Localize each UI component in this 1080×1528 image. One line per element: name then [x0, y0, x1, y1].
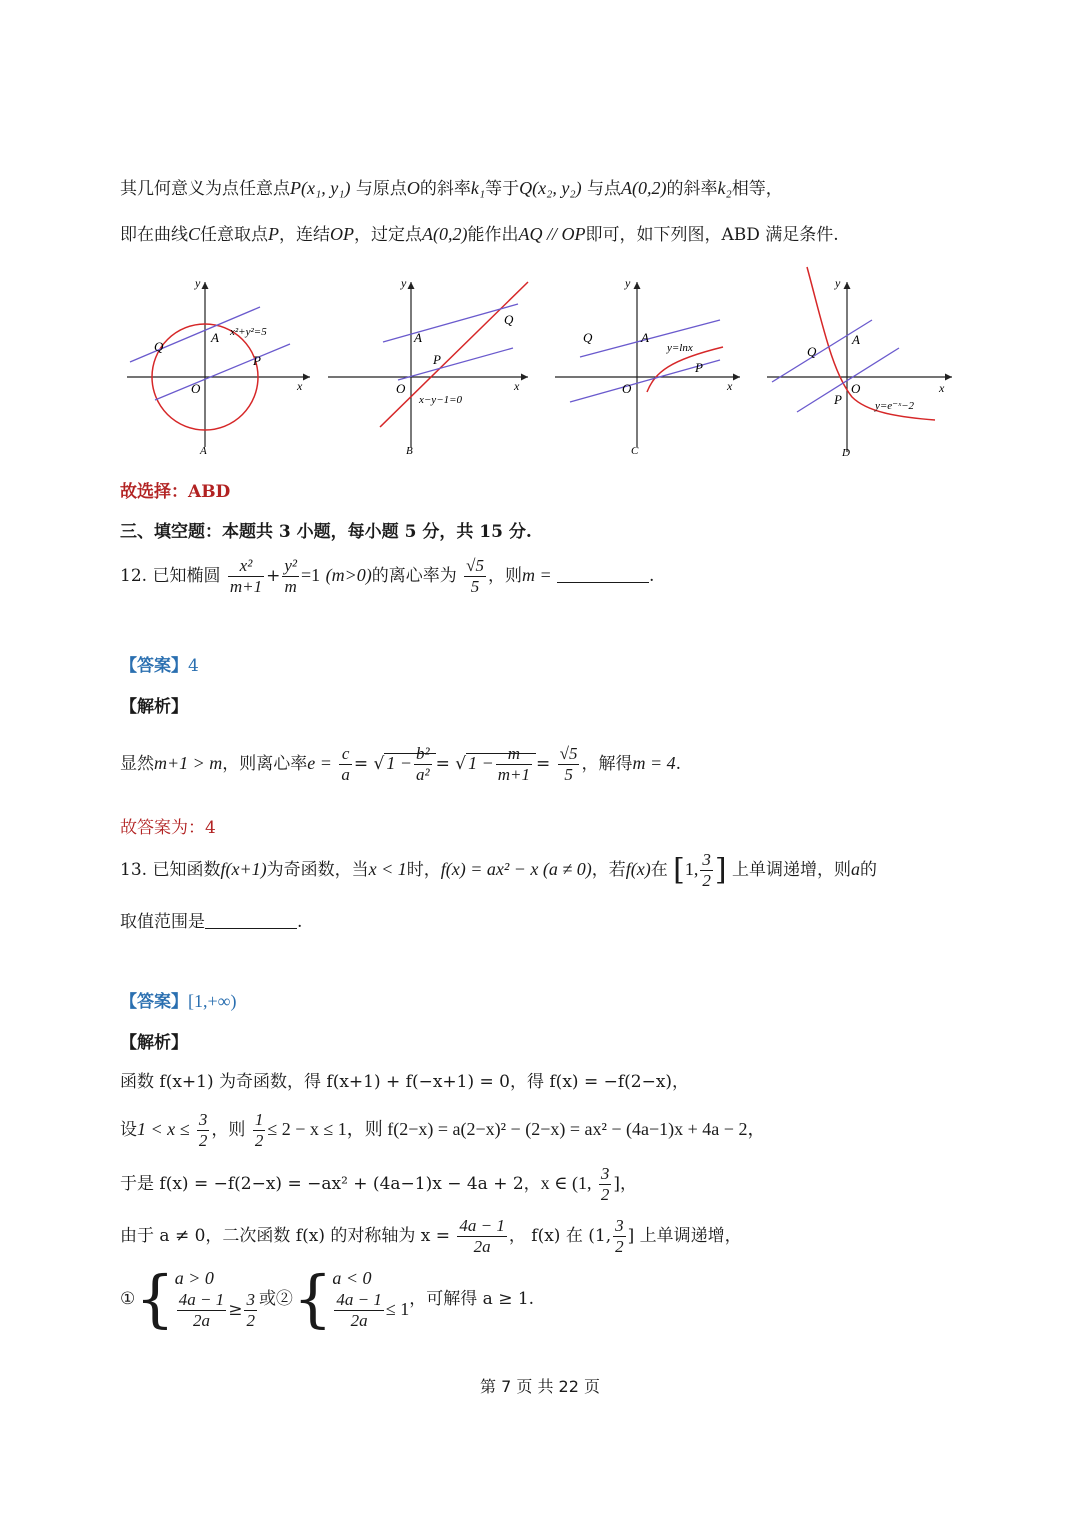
- answer-12: 【答案】4: [120, 656, 199, 676]
- intro-line-2: 即在曲线C任意取点P，连结OP，过定点A(0,2)能作出AQ // OP即可，如下列图，ABD 满足条件.: [120, 224, 839, 245]
- svg-text:x: x: [297, 379, 303, 393]
- solution-12: 显然m+1 > m，则离心率e = $\frac{c}{a}$ = √ 1 − $\frac{\text{b²}}{\text{a²}}$ = √ 1 − $\frac{m}{m+1}$ = $\frac{√5}{5}$ ，解得m = 4.: [120, 744, 682, 784]
- analysis-label-13: 【解析】: [120, 1033, 188, 1053]
- graph-c: [555, 276, 740, 457]
- svg-text:D: D: [842, 447, 850, 459]
- svg-text:y: y: [625, 276, 631, 290]
- svg-text:A: A: [852, 332, 860, 347]
- frac-y2: $\frac{\text{y²}}{m}$: [284, 556, 298, 596]
- exp-curve: [807, 267, 935, 420]
- line-aq: [383, 304, 518, 342]
- svg-text:O: O: [191, 381, 201, 396]
- svg-text:y=lnx: y=lnx: [667, 342, 693, 354]
- svg-text:P: P: [253, 353, 261, 368]
- solution-13-line2: 设1 < x ≤ $\frac{3}{2}$ ，则 $\frac{1}{2}$ ≤ 2 − x ≤ 1，则 f(2−x) = a(2−x)² − (2−x) = ax² − (4a−1)x + 4a − 2，: [120, 1110, 766, 1150]
- graph-b: [328, 276, 528, 457]
- question-13-line2: 取值范围是 .: [120, 912, 303, 932]
- svg-text:P: P: [834, 392, 842, 407]
- analysis-label-12: 【解析】: [120, 697, 188, 717]
- svg-text:x: x: [727, 379, 733, 393]
- svg-text:x²+y²=5: x²+y²=5: [230, 326, 267, 338]
- select-answer: 故选择：ABD: [120, 482, 231, 502]
- frac-sqrt5: $\frac{√5}{5}$: [466, 556, 484, 596]
- graph-a: [127, 276, 310, 457]
- question-13: 13. 已知函数f(x+1)为奇函数，当x < 1时，f(x) = ax² − x (a ≠ 0)，若f(x)在 [1, $\frac{3}{2}$ ] 上单调递增，则a的: [120, 850, 877, 890]
- graph-d: [767, 267, 952, 459]
- solution-13-cases: ①{ a > 0 $\frac{4a - 1}{2a}$ ≥ $\frac{3}{2}$ 或②{ a < 0 $\frac{4a - 1}{2a}$ ≤ 1 ，可解得 a ≥ 1.: [120, 1262, 535, 1336]
- answer-blank-13[interactable]: [205, 912, 297, 929]
- intro-line-1: 其几何意义为点任意点P(x₁, y₁) 与原点O的斜率k₁等于Q(x₂, y₂) 与点A(0,2)的斜率k₂相等，: [120, 178, 783, 199]
- svg-text:A: A: [641, 330, 649, 345]
- question-12: 12. 已知椭圆 $\frac{\text{x²}}{m+1}$ + $\frac{\text{y²}}{m}$ =1 (m>0)的离心率为 $\frac{√5}{5}$ ，则m = .: [120, 556, 655, 596]
- svg-text:y: y: [195, 276, 201, 290]
- svg-text:P: P: [433, 352, 441, 367]
- svg-text:x: x: [514, 379, 520, 393]
- svg-text:C: C: [631, 445, 639, 457]
- svg-text:y: y: [401, 276, 407, 290]
- svg-text:A: A: [211, 330, 219, 345]
- svg-text:x−y−1=0: x−y−1=0: [419, 394, 463, 406]
- line-op: [155, 344, 290, 400]
- svg-text:x: x: [939, 381, 945, 395]
- svg-text:A: A: [414, 330, 422, 345]
- svg-text:Q: Q: [154, 339, 164, 354]
- final-answer-12: 故答案为：4: [120, 818, 216, 838]
- section-header: 三、填空题：本题共 3 小题，每小题 5 分，共 15 分.: [120, 522, 532, 542]
- svg-text:O: O: [622, 381, 632, 396]
- svg-text:O: O: [851, 381, 861, 396]
- svg-text:Q: Q: [807, 344, 817, 359]
- graph-figures: [115, 262, 965, 462]
- answer-13: 【答案】[1,+∞): [120, 991, 237, 1012]
- svg-text:B: B: [406, 445, 413, 457]
- svg-text:Q: Q: [504, 312, 514, 327]
- svg-text:P: P: [695, 360, 703, 375]
- solution-13-line1: 函数 f(x+1) 为奇函数，得 f(x+1) + f(−x+1) = 0，得 f(x) = −f(2−x)，: [120, 1072, 690, 1092]
- svg-text:Q: Q: [583, 330, 593, 345]
- solution-13-line4: 由于 a ≠ 0，二次函数 f(x) 的对称轴为 x = $\frac{4a - 1}{2a}$ ， f(x) 在 (1, $\frac{3}{2}$ ] 上单调递增，: [120, 1216, 742, 1256]
- solution-13-line3: 于是 f(x) = −f(2−x) = −ax² + (4a−1)x − 4a + 2，x ∈ (1, $\frac{3}{2}$ ]，: [120, 1164, 638, 1204]
- frac-x2: $\frac{\text{x²}}{m+1}$: [229, 556, 263, 596]
- svg-text:A: A: [200, 445, 207, 457]
- answer-blank-12[interactable]: [557, 566, 649, 583]
- page-footer: 第 7 页 共 22 页: [480, 1377, 600, 1396]
- svg-text:y=e⁻ˣ−2: y=e⁻ˣ−2: [875, 400, 915, 412]
- line-aq: [772, 320, 872, 382]
- svg-text:y: y: [835, 276, 841, 290]
- line-aq: [580, 320, 720, 357]
- svg-text:O: O: [396, 381, 406, 396]
